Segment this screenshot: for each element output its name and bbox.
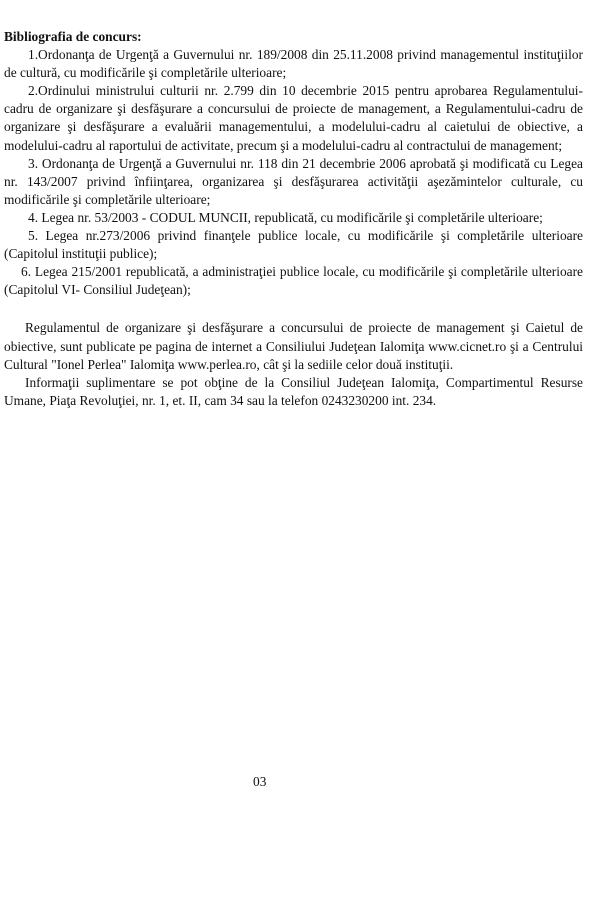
bibliography-item-1: 1.Ordonanţa de Urgenţă a Guvernului nr. 189/2008 din 25.11.2008 privind managementul instituţiilor de cultură, cu modificările şi completările ulterioare; <box>4 47 583 81</box>
section-gap <box>4 299 583 319</box>
bibliography-item-2: 2.Ordinului ministrului culturii nr. 2.799 din 10 decembrie 2015 pentru aprobarea Regulamentului-cadru de organizare şi desfăşurare a concursului de proiecte de management, a Regulamentului-cadru de organizare şi desfăşurare a evaluării managementului, a modelului-cadru al caietului de obiective, a modelului-cadru al raportului de activitate, precum şi a modelului-cadru al contractului de management; <box>4 83 583 153</box>
bibliography-item-3: 3. Ordonanţa de Urgenţă a Guvernului nr. 118 din 21 decembrie 2006 aprobată şi modificată cu Legea nr. 143/2007 privind înfiinţarea, organizarea şi desfăşurarea activităţii aşezămintelor culturale, cu modificările şi completările ulterioare; <box>4 155 583 207</box>
regulation-paragraph: Regulamentul de organizare şi desfăşurare a concursului de proiecte de management şi Caietul de obiective, sunt publicate pe pagina de internet a Consiliului Judeţean Ialomiţa www.cicnet.ro şi a Centrului Cultural "Ionel Perlea" Ialomiţa www.perlea.ro, cât şi la sediile celor două instituţii. <box>4 320 583 372</box>
contact-paragraph: Informaţii suplimentare se pot obţine de la Consiliul Judeţean Ialomiţa, Compartimentul Resurse Umane, Piaţa Revoluţiei, nr. 1, et. II, cam 34 sau la telefon 0243230200 int. 234. <box>4 374 583 408</box>
bibliography-item-5: 5. Legea nr.273/2006 privind finanţele publice locale, cu modificările şi completările ulterioare (Capitolul instituţii publice); <box>4 228 583 262</box>
bibliography-item-6: 6. Legea 215/2001 republicată, a administraţiei publice locale, cu modificările şi completările ulterioare (Capitolul VI- Consiliul Judeţean); <box>4 264 583 298</box>
bibliography-item-4: 4. Legea nr. 53/2003 - CODUL MUNCII, republicată, cu modificările şi completările ulterioare; <box>28 209 543 225</box>
page-number: 03 <box>253 774 267 789</box>
bibliography-heading: Bibliografia de concurs: <box>4 29 142 44</box>
document-body <box>4 28 583 410</box>
